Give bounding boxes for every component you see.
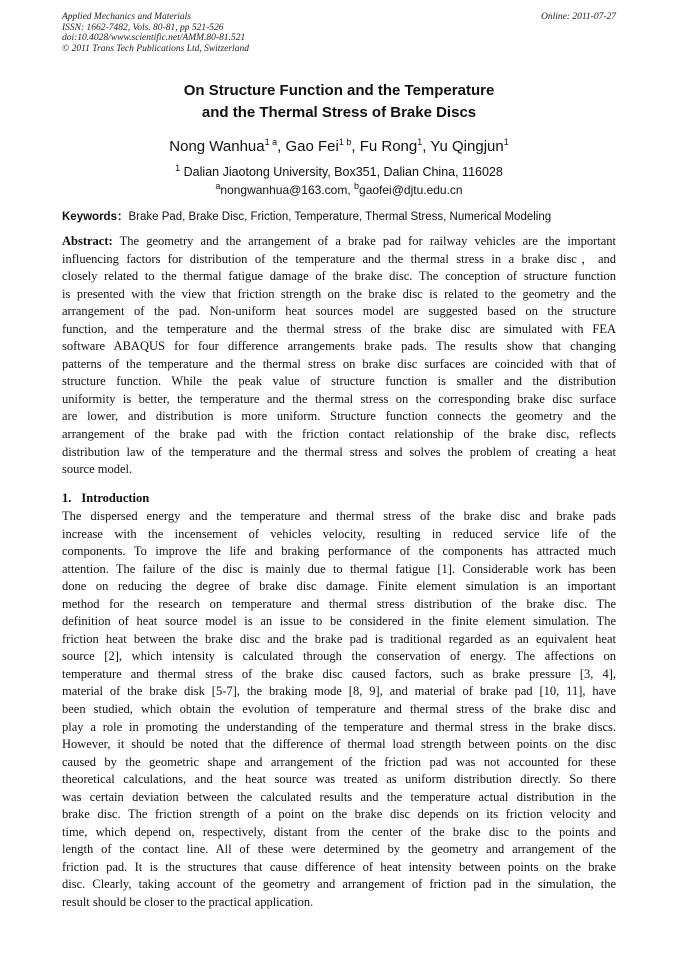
intro-line: temperature and thermal stress of the brake disc caused factors, such as brake pressure [3, 4],: [62, 666, 616, 681]
journal-name: Applied Mechanics and Materials: [62, 12, 192, 22]
intro-line: time, which depend on, respectively, distant from the center of the brake disc to the points and: [62, 824, 616, 839]
abstract-line: source model.: [62, 462, 133, 477]
author-1: Nong Wanhua$^{1 a}$,: [169, 137, 286, 155]
abstract-line: is presented with the view that friction strength on the brake disc is related to the geometry and the: [62, 286, 616, 301]
abstract-line: Abstract: The geometry and the arrangement of a brake pad for railway vehicles are the important: [62, 234, 616, 248]
copyright-line: © 2011 Trans Tech Publications Ltd, Switzerland: [62, 43, 249, 54]
intro-line: attention. The failure of the disc is mainly due to thermal fatigue [1]. Considerable work has been: [62, 561, 616, 576]
intro-line: brake disc. The friction strength of a point on the brake disc depends on its friction velocity and: [62, 807, 616, 822]
intro-line: done on reducing the degree of brake disc damage. Finite element simulation is an important: [62, 579, 616, 594]
section-heading-introduction: [62, 490, 616, 507]
intro-line: increase with the incensement of vehicles velocity, resulting in reduced service life of the: [62, 526, 616, 541]
intro-line: disc. Clearly, taking account of the geometry and arrangement of friction pad in the simulation, the: [62, 877, 616, 892]
author-list: [62, 137, 616, 157]
abstract-line: distribution law of the temperature and the thermal stress and solves the problem of creating a heat: [62, 444, 616, 459]
intro-line: theoretical calculations, and the heat source was treated as uniform distribution directly. So there: [62, 772, 616, 787]
abstract-line: structure function. While the peak value of structure function is smaller and the distribution: [62, 374, 616, 389]
title-line-2: and the Thermal Stress of Brake Discs: [201, 104, 477, 121]
intro-line: method for the research on temperature and thermal stress distribution of the brake disc. The: [62, 596, 616, 611]
abstract-line: software ABAQUS for four difference arrangements brake pads. The results show that changing: [62, 339, 616, 354]
intro-line: been studied, which obtain the evolution of temperature and thermal stress of the brake disc and: [62, 702, 616, 717]
abstract-line: are lower, and distribution is more uniform. Structure function connects the geometry and the: [62, 409, 616, 424]
abstract-line: uniformity is better, the temperature and the thermal stress on the corresponding brake disc surface: [62, 391, 616, 406]
affiliation-text: Dalian Jiaotong University, Box351, Dalian China, 116028: [183, 165, 503, 179]
abstract-line: function, and the temperature and the thermal stress of the brake disc are simulated with FEA: [62, 321, 616, 336]
intro-line: friction heat between the brake disc and the brake pad is traditional regarded as an equivalent heat: [62, 631, 616, 646]
author-3: Fu Rong$^1$,: [359, 137, 431, 155]
intro-line: result should be closer to the practical application.: [62, 895, 314, 910]
author-emails: $^a$nongwanhua@163.com, $^b$gaofei@djtu.edu.cn: [215, 181, 463, 197]
introduction-body: [62, 508, 616, 912]
author-4: Yu Qingjun$^1$: [430, 137, 509, 155]
intro-line: source [2], which intensity is calculated through the conservation of energy. The affections on: [62, 649, 616, 664]
affiliation: [62, 164, 616, 181]
keywords-text: Brake Pad, Brake Disc, Friction, Temperature, Thermal Stress, Numerical Modeling: [128, 211, 552, 223]
journal-header: [62, 12, 392, 54]
issn-line: ISSN: 1662-7482, Vols. 80-81, pp 521-526: [62, 22, 224, 33]
author-2: Gao Fei$^{1 b}$,: [285, 137, 360, 155]
online-date: Online: 2011-07-27: [540, 12, 616, 22]
abstract-line: influencing factors for distribution of the temperature and the thermal stress in a brake disc，and: [62, 251, 616, 266]
affiliation-marker: 1: [175, 162, 181, 173]
intro-line: material of the brake disk [5-7], the braking mode [8, 9], and material of brake pad [10, 11], have: [62, 684, 616, 699]
intro-line: The dispersed energy and the temperature and thermal stress of the brake disc and brake pads: [62, 509, 616, 523]
abstract-line: arrangement of the pad. Non-uniform heat sources model are suggested based on the structure: [62, 304, 616, 319]
intro-line: caused by the geometric shape and arrangement of the friction pad was not accounted for these: [62, 754, 616, 769]
intro-line: definition of heat source model is an issue to be considered in the finite element simulation. The: [62, 614, 616, 629]
paper-title: [62, 80, 616, 124]
section-title: Introduction: [81, 491, 150, 505]
abstract-line: patterns of the temperature and the thermal stress on brake disc surfaces are coincided with that of: [62, 356, 616, 371]
intro-line: friction pad. It is the structures that cause difference of heat intensity between points on the brake: [62, 859, 616, 874]
keywords-label: Keywords：: [62, 211, 129, 223]
abstract: [62, 233, 616, 479]
email-a[interactable]: nongwanhua@163.com: [220, 183, 348, 197]
intro-line: was certain deviation between the calculated results and the temperature actual distribution in the: [62, 789, 616, 804]
abstract-label: Abstract:: [62, 234, 113, 248]
intro-line: play a role in promoting the understanding of the temperature and thermal stress in the brake discs.: [62, 719, 616, 734]
intro-line: components. To improve the life and braking performance of the components has attracted much: [62, 544, 616, 559]
doi-line[interactable]: doi:10.4028/www.scientific.net/AMM.80-81.521: [62, 33, 246, 43]
section-number: 1.: [62, 491, 72, 505]
intro-line: length of the contact line. All of these were determined by the geometry and arrangement of the: [62, 842, 616, 857]
intro-line: However, it should be noted that the difference of thermal load strength between points on the disc: [62, 737, 616, 752]
title-line-1: On Structure Function and the Temperature: [183, 82, 495, 99]
abstract-line: closely related to the thermal fatigue damage of the brake disc. The conception of structure function: [62, 269, 616, 284]
abstract-line: arrangement of the brake pad with the friction contact relationship of the brake disc, reflects: [62, 427, 616, 442]
email-b[interactable]: gaofei@djtu.edu.cn: [359, 183, 463, 197]
keywords: [62, 208, 616, 226]
